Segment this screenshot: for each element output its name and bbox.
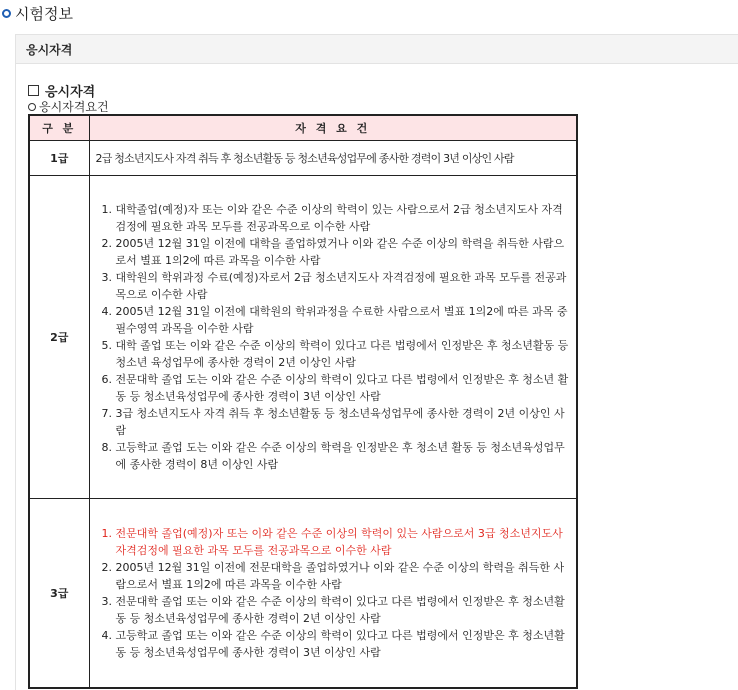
list-item: 6. 전문대학 졸업 도는 이와 같은 수준 이상의 학력이 있다고 다른 법령에서 인정받은 후 청소년 활동 등 청소년육성업무에 종사한 경력이 3년 이상인 사람 [116, 371, 571, 405]
circle-bullet-icon [2, 9, 11, 18]
requirement-cell [89, 176, 577, 499]
list-item: 2. 2005년 12월 31일 이전에 전문대학을 졸업하였거나 이와 같은 수준 이상의 학력을 취득한 사람으로서 별표 1의2에 따른 과목을 이수한 사람 [116, 559, 571, 593]
requirement-cell [89, 499, 577, 689]
qualification-panel [15, 34, 738, 690]
table-row [29, 141, 577, 176]
list-item: 3. 전문대학 졸업 또는 이와 같은 수준 이상의 학력이 있다고 다른 법령에서 인정받은 후 청소년활동 등 청소년육성업무에 종사한 경력이 2년 이상인 사람 [116, 593, 571, 627]
list-item: 1. 대학졸업(예정)자 또는 이와 같은 수준 이상의 학력이 있는 사람으로서 2급 청소년지도사 자격검정에 필요한 과목 모두를 전공과목으로 이수한 사람 [116, 201, 571, 235]
section-title-text: 응시자격 [45, 85, 96, 100]
requirement-cell: 2급 청소년지도사 자격 취득 후 청소년활동 등 청소년육성업무에 종사한 경력이 3년 이상인 사람 [89, 141, 577, 176]
requirement-list [96, 201, 571, 473]
page-title [0, 2, 73, 24]
column-header-grade: 구 분 [29, 115, 89, 141]
requirement-list [96, 525, 571, 661]
column-header-requirements: 자 격 요 건 [89, 115, 577, 141]
list-item-highlighted: 1. 전문대학 졸업(예정)자 또는 이와 같은 수준 이상의 학력이 있는 사람으로서 3급 청소년지도사 자격검정에 필요한 과목 모두를 전공과목으로 이수한 사람 [116, 525, 571, 559]
subsection-title-text: 응시자격요건 [39, 100, 109, 114]
grade-cell: 1급 [29, 141, 89, 176]
grade-cell: 2급 [29, 176, 89, 499]
list-item: 4. 2005년 12월 31일 이전에 대학원의 학위과정을 수료한 사람으로서 별표 1의2에 따른 과목 중 필수영역 과목을 이수한 사람 [116, 303, 571, 337]
list-item: 7. 3급 청소년지도사 자격 취득 후 청소년활동 등 청소년육성업무에 종사한 경력이 2년 이상인 사람 [116, 405, 571, 439]
subsection-title [28, 98, 109, 115]
grade-cell: 3급 [29, 499, 89, 689]
list-item: 4. 고등학교 졸업 또는 이와 같은 수준 이상의 학력이 있다고 다른 법령에서 인정받은 후 청소년활동 등 청소년육성업무에 종사한 경력이 3년 이상인 사람 [116, 627, 571, 661]
list-item: 2. 2005년 12월 31일 이전에 대학을 졸업하였거나 이와 같은 수준 이상의 학력을 취득한 사람으로서 별표 1의2에 따른 과목을 이수한 사람 [116, 235, 571, 269]
table-row [29, 176, 577, 499]
circle-icon [28, 103, 36, 111]
table-header-row [29, 115, 577, 141]
panel-header: 응시자격 [16, 34, 738, 64]
table-row [29, 499, 577, 689]
requirements-table [28, 114, 578, 689]
list-item: 8. 고등학교 졸업 도는 이와 같은 수준 이상의 학력을 인정받은 후 청소년 활동 등 청소년육성업무에 종사한 경력이 8년 이상인 사람 [116, 439, 571, 473]
list-item: 3. 대학원의 학위과정 수료(예정)자로서 2급 청소년지도사 자격검정에 필요한 과목 모두를 전공과목으로 이수한 사람 [116, 269, 571, 303]
list-item: 5. 대학 졸업 또는 이와 같은 수준 이상의 학력이 있다고 다른 법령에서 인정받은 후 청소년활동 등 청소년 육성업무에 종사한 경력이 2년 이상인 사람 [116, 337, 571, 371]
page-title-text: 시험정보 [15, 4, 73, 23]
square-icon [28, 85, 39, 96]
